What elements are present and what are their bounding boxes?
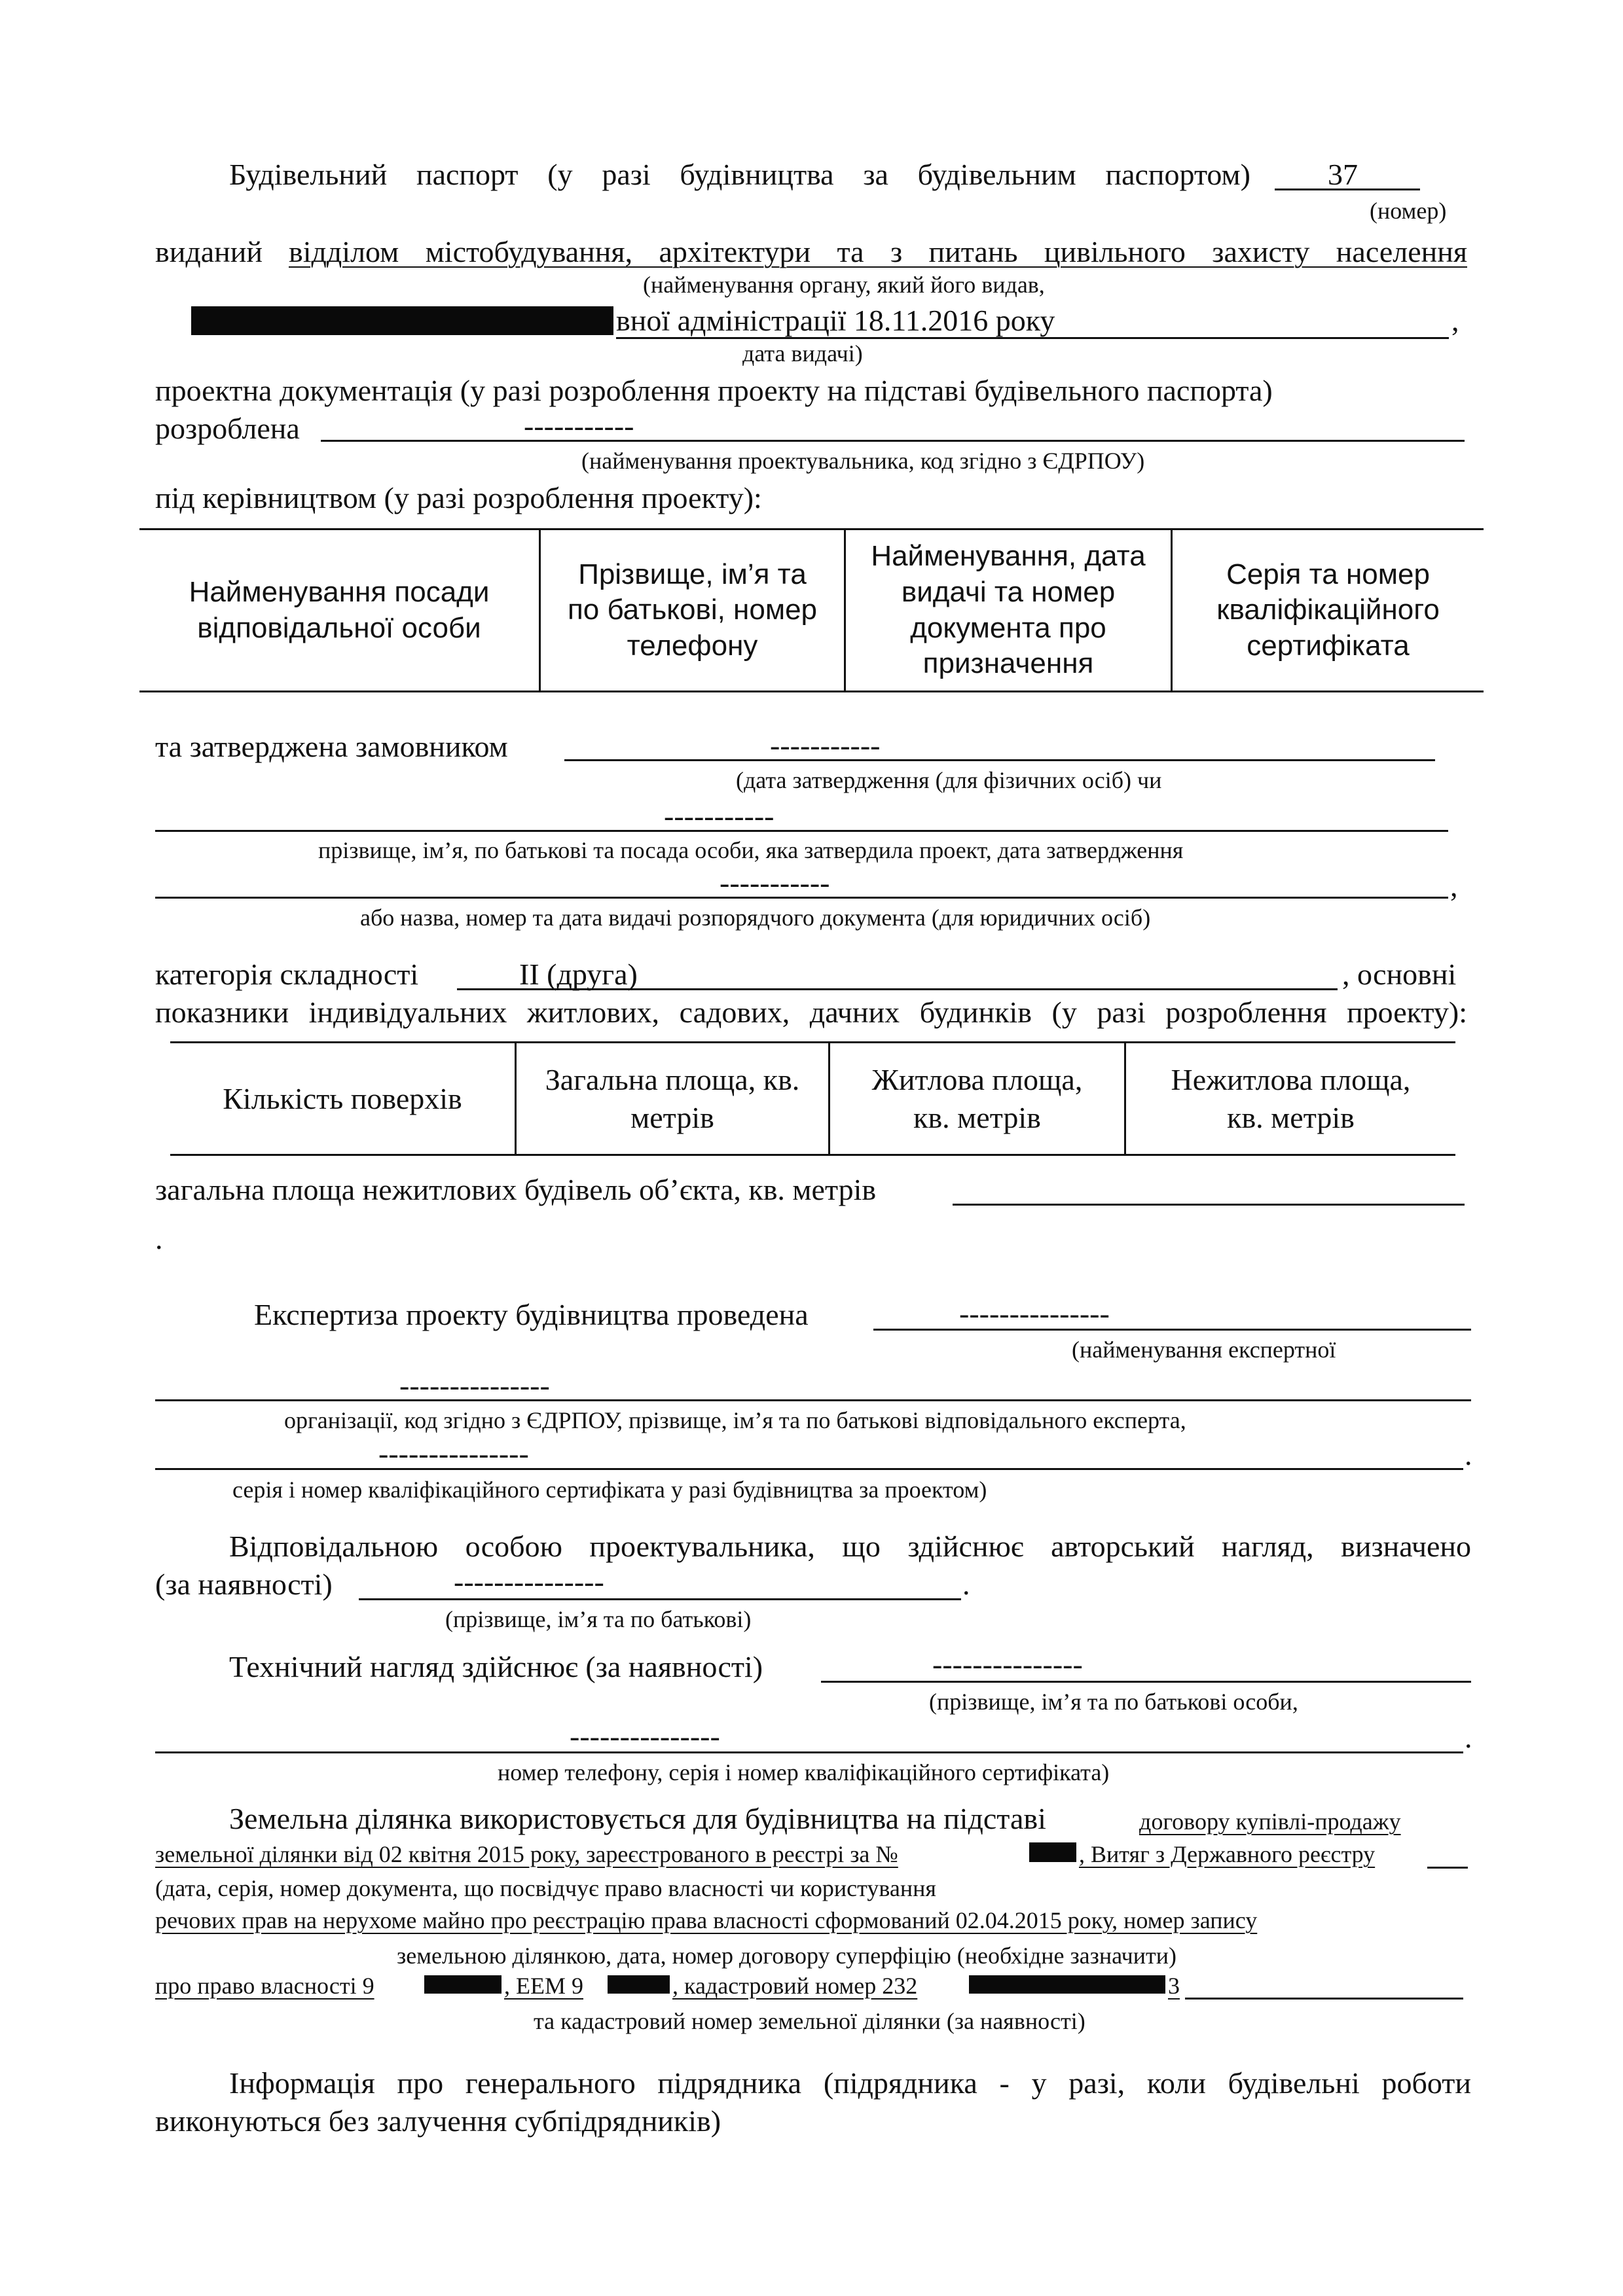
tech-supervision-caption-2: номер телефону, серія і номер кваліфікаційного сертифіката) bbox=[498, 1759, 1110, 1785]
land-caption-1: (дата, серія, номер документа, що посвідчує право власності чи користування bbox=[155, 1875, 936, 1901]
table2-header-total-area: Загальна площа, кв. метрів bbox=[545, 1063, 800, 1134]
land-value-3: речових прав на нерухоме майно про реєстрацію права власності сформований 02.04.2015 року, номер запису bbox=[155, 1907, 1258, 1933]
expertise-value-1: --------------- bbox=[959, 1297, 1110, 1330]
land-value-2a: земельної ділянки від 02 квітня 2015 року, зареєстрованого в реєстрі за № bbox=[155, 1841, 898, 1867]
indicators-line: показники індивідуальних житлових, садових, дачних будинків (у разі розроблення проекту): bbox=[155, 996, 1467, 1029]
land-caption-2: земельною ділянкою, дата, номер договору суперфіцію (необхідне зазначити) bbox=[397, 1943, 1177, 1969]
developed-label: розроблена bbox=[155, 412, 300, 445]
redacted-block bbox=[424, 1975, 501, 1994]
approval-caption-3: або назва, номер та дата видачі розпорядчого документа (для юридичних осіб) bbox=[360, 905, 1151, 931]
land-value-1: договору купівлі-продажу bbox=[1139, 1808, 1401, 1835]
issued-tail: вної адміністрації 18.11.2016 року bbox=[616, 304, 1055, 337]
tech-supervision-line-2 bbox=[155, 1751, 1463, 1753]
table1-header-position: Найменування посади відповідальної особи bbox=[189, 575, 490, 644]
issued-comma: , bbox=[1451, 304, 1459, 337]
tech-supervision-caption-1: (прізвище, ім’я та по батькові особи, bbox=[929, 1689, 1298, 1715]
nonresidential-label: загальна площа нежитлових будівель об’єкта, кв. метрів bbox=[155, 1173, 877, 1206]
redacted-block bbox=[1029, 1842, 1076, 1862]
developed-value: ----------- bbox=[524, 409, 634, 442]
complexity-tail: , основні bbox=[1342, 958, 1457, 991]
expertise-value-3: --------------- bbox=[378, 1437, 529, 1470]
complexity-label: категорія складності bbox=[155, 958, 419, 991]
land-caption-3: та кадастровий номер земельної ділянки (за наявності) bbox=[534, 2008, 1085, 2034]
author-supervision-label: (за наявності) bbox=[155, 1568, 333, 1601]
passport-line: Будівельний паспорт (у разі будівництва за будівельним паспортом) bbox=[229, 158, 1250, 191]
nonresidential-dot: . bbox=[155, 1222, 163, 1255]
land-value-4b: , ЕЕМ 9 bbox=[504, 1973, 583, 1999]
approval-caption-1: (дата затвердження (для фізичних осіб) чи bbox=[736, 767, 1162, 793]
expertise-label: Експертиза проекту будівництва проведена bbox=[254, 1298, 809, 1331]
approval-comma: , bbox=[1450, 869, 1458, 903]
land-line-4 bbox=[1185, 1998, 1463, 2000]
land-value-4c: , кадастровий номер 232 bbox=[672, 1973, 918, 1999]
issued-label: виданий bbox=[155, 235, 263, 268]
tech-supervision-value-2: --------------- bbox=[570, 1719, 720, 1753]
passport-number-caption: (номер) bbox=[1370, 198, 1447, 224]
expertise-line-2 bbox=[155, 1399, 1471, 1401]
approval-value-3: ----------- bbox=[720, 866, 830, 899]
tech-supervision-label: Технічний нагляд здійснює (за наявності) bbox=[229, 1650, 763, 1683]
author-supervision-line: Відповідальною особою проектувальника, що здійснює авторський нагляд, визначено bbox=[229, 1530, 1471, 1563]
expertise-line-3 bbox=[155, 1468, 1463, 1470]
table2-header-nonliving-area: Нежитлова площа, кв. метрів bbox=[1171, 1063, 1411, 1134]
author-supervision-value: --------------- bbox=[454, 1565, 604, 1598]
approval-value-1: ----------- bbox=[770, 728, 881, 762]
designer-caption: (найменування проектувальника, код згідно з ЄДРПОУ) bbox=[581, 448, 1145, 474]
table1-header-name: Прізвище, ім’я та по батькові, номер телефону bbox=[567, 558, 818, 662]
table1-header-document: Найменування, дата видачі та номер документа про призначення bbox=[871, 540, 1146, 680]
passport-number: 37 bbox=[1328, 158, 1358, 191]
table1-header-certificate: Серія та номер кваліфікаційного сертифіката bbox=[1216, 558, 1440, 662]
table2-header-living-area: Житлова площа, кв. метрів bbox=[871, 1063, 1083, 1134]
expertise-caption-1: (найменування експертної bbox=[1072, 1336, 1336, 1363]
approval-caption-2: прізвище, ім’я, по батькові та посада особи, яка затвердила проект, дата затвердження bbox=[318, 837, 1184, 863]
author-supervision-line-blank bbox=[359, 1598, 961, 1600]
land-value-4d: 3 bbox=[1168, 1973, 1180, 1999]
redacted-block bbox=[608, 1975, 670, 1994]
author-supervision-dot: . bbox=[962, 1568, 970, 1601]
approval-line-2 bbox=[155, 830, 1448, 832]
land-value-2b: , Витяг з Державного реєстру bbox=[1079, 1841, 1376, 1867]
tech-supervision-value-1: --------------- bbox=[932, 1647, 1083, 1681]
table1-bottom-border bbox=[139, 691, 1484, 692]
expertise-caption-3: серія і номер кваліфікаційного сертифіката у разі будівництва за проектом) bbox=[232, 1477, 987, 1503]
complexity-value: II (друга) bbox=[519, 958, 638, 991]
issued-by: відділом містобудування, архітектури та з питань цивільного захисту населення bbox=[289, 235, 1467, 268]
leadership-line: під керівництвом (у разі розроблення проекту): bbox=[155, 481, 762, 514]
land-value-4a: про право власності 9 bbox=[155, 1973, 374, 1999]
redacted-block bbox=[191, 306, 613, 335]
approval-value-2: ----------- bbox=[664, 799, 775, 833]
tech-supervision-line-1 bbox=[821, 1681, 1471, 1683]
expertise-caption-2: організації, код згідно з ЄДРПОУ, прізвище, ім’я та по батькові відповідального експерта, bbox=[284, 1407, 1186, 1433]
redacted-block bbox=[969, 1975, 1165, 1994]
land-line-2 bbox=[1427, 1867, 1468, 1869]
tech-supervision-dot: . bbox=[1465, 1721, 1472, 1754]
author-supervision-caption: (прізвище, ім’я та по батькові) bbox=[445, 1606, 752, 1632]
contractor-line-2: виконуються без залучення субпідрядників) bbox=[155, 2104, 721, 2138]
expertise-value-2: --------------- bbox=[399, 1369, 550, 1402]
project-docs-line: проектна документація (у разі розроблення проекту на підставі будівельного паспорта) bbox=[155, 374, 1273, 407]
table2-header-floors: Кількість поверхів bbox=[223, 1081, 462, 1115]
expertise-dot: . bbox=[1465, 1438, 1472, 1471]
issue-date-caption: дата видачі) bbox=[742, 340, 863, 367]
approval-label: та затверджена замовником bbox=[155, 730, 508, 763]
contractor-line-1: Інформація про генерального підрядника (підрядника - у разі, коли будівельні роботи bbox=[229, 2066, 1471, 2100]
approval-line-1 bbox=[564, 759, 1435, 761]
issuer-caption: (найменування органу, який його видав, bbox=[643, 272, 1045, 298]
issued-tail-line bbox=[616, 337, 1449, 339]
nonresidential-line bbox=[953, 1204, 1465, 1206]
land-label: Земельна ділянка використовується для будівництва на підставі bbox=[229, 1802, 1046, 1835]
developed-line bbox=[321, 440, 1465, 442]
table2-bottom-border bbox=[170, 1154, 1455, 1156]
